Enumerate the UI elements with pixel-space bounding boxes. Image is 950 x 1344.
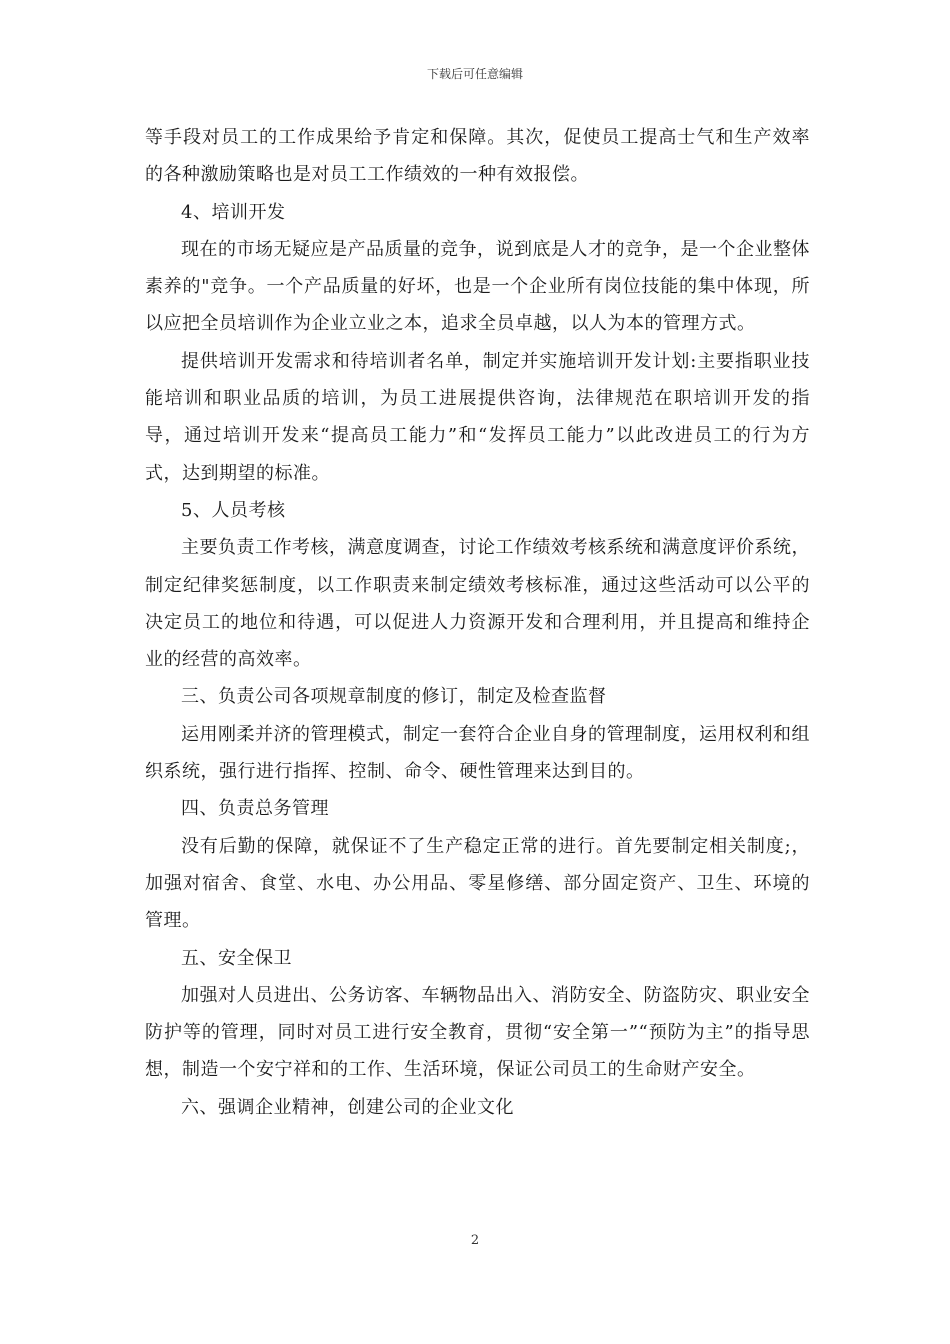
paragraph: 主要负责工作考核，满意度调查，讨论工作绩效考核系统和满意度评价系统，制定纪律奖惩制度，以工作职责来制定绩效考核标准，通过这些活动可以公平的决定员工的地位和待遇，可以促进人力资源开发和合理利用，并且提高和维持企业的经营的高效率。 <box>145 537 810 671</box>
paragraph: 运用刚柔并济的管理模式，制定一套符合企业自身的管理制度，运用权利和组织系统，强行进行指挥、控制、命令、硬性管理来达到目的。 <box>145 723 810 783</box>
document-body <box>145 119 810 1126</box>
paragraph: 没有后勤的保障，就保证不了生产稳定正常的进行。首先要制定相关制度;，加强对宿舍、食堂、水电、办公用品、零星修缮、部分固定资产、卫生、环境的管理。 <box>145 835 810 932</box>
section-heading-regulations: 三、负责公司各项规章制度的修订，制定及检查监督 <box>181 686 607 708</box>
paragraph: 现在的市场无疑应是产品质量的竞争，说到底是人才的竞争，是一个企业整体素养的"竞争。一个产品质量的好坏，也是一个企业所有岗位技能的集中体现，所以应把全员培训作为企业立业之本，追求全员卓越，以人为本的管理方式。 <box>145 238 810 335</box>
section-heading-assessment: 5、人员考核 <box>181 499 286 521</box>
page-number: 2 <box>470 1233 480 1248</box>
section-heading-general-affairs: 四、负责总务管理 <box>181 798 329 820</box>
section-heading-security: 五、安全保卫 <box>181 947 292 969</box>
header-note: 下载后可任意编辑 <box>426 67 523 81</box>
section-heading-culture: 六、强调企业精神，创建公司的企业文化 <box>181 1096 514 1118</box>
paragraph: 提供培训开发需求和待培训者名单，制定并实施培训开发计划:主要指职业技能培训和职业品质的培训，为员工进展提供咨询，法律规范在职培训开发的指导，通过培训开发来“提高员工能力”和“发挥员工能力”以此改进员工的行为方式，达到期望的标准。 <box>145 350 810 484</box>
paragraph: 加强对人员进出、公务访客、车辆物品出入、消防安全、防盗防灾、职业安全防护等的管理，同时对员工进行安全教育，贯彻“安全第一”“预防为主”的指导思想，制造一个安宁祥和的工作、生活环境，保证公司员工的生命财产安全。 <box>145 984 810 1081</box>
section-heading-training: 4、培训开发 <box>181 201 286 223</box>
paragraph-continued: 等手段对员工的工作成果给予肯定和保障。其次，促使员工提高士气和生产效率的各种激励策略也是对员工工作绩效的一种有效报偿。 <box>145 127 810 186</box>
